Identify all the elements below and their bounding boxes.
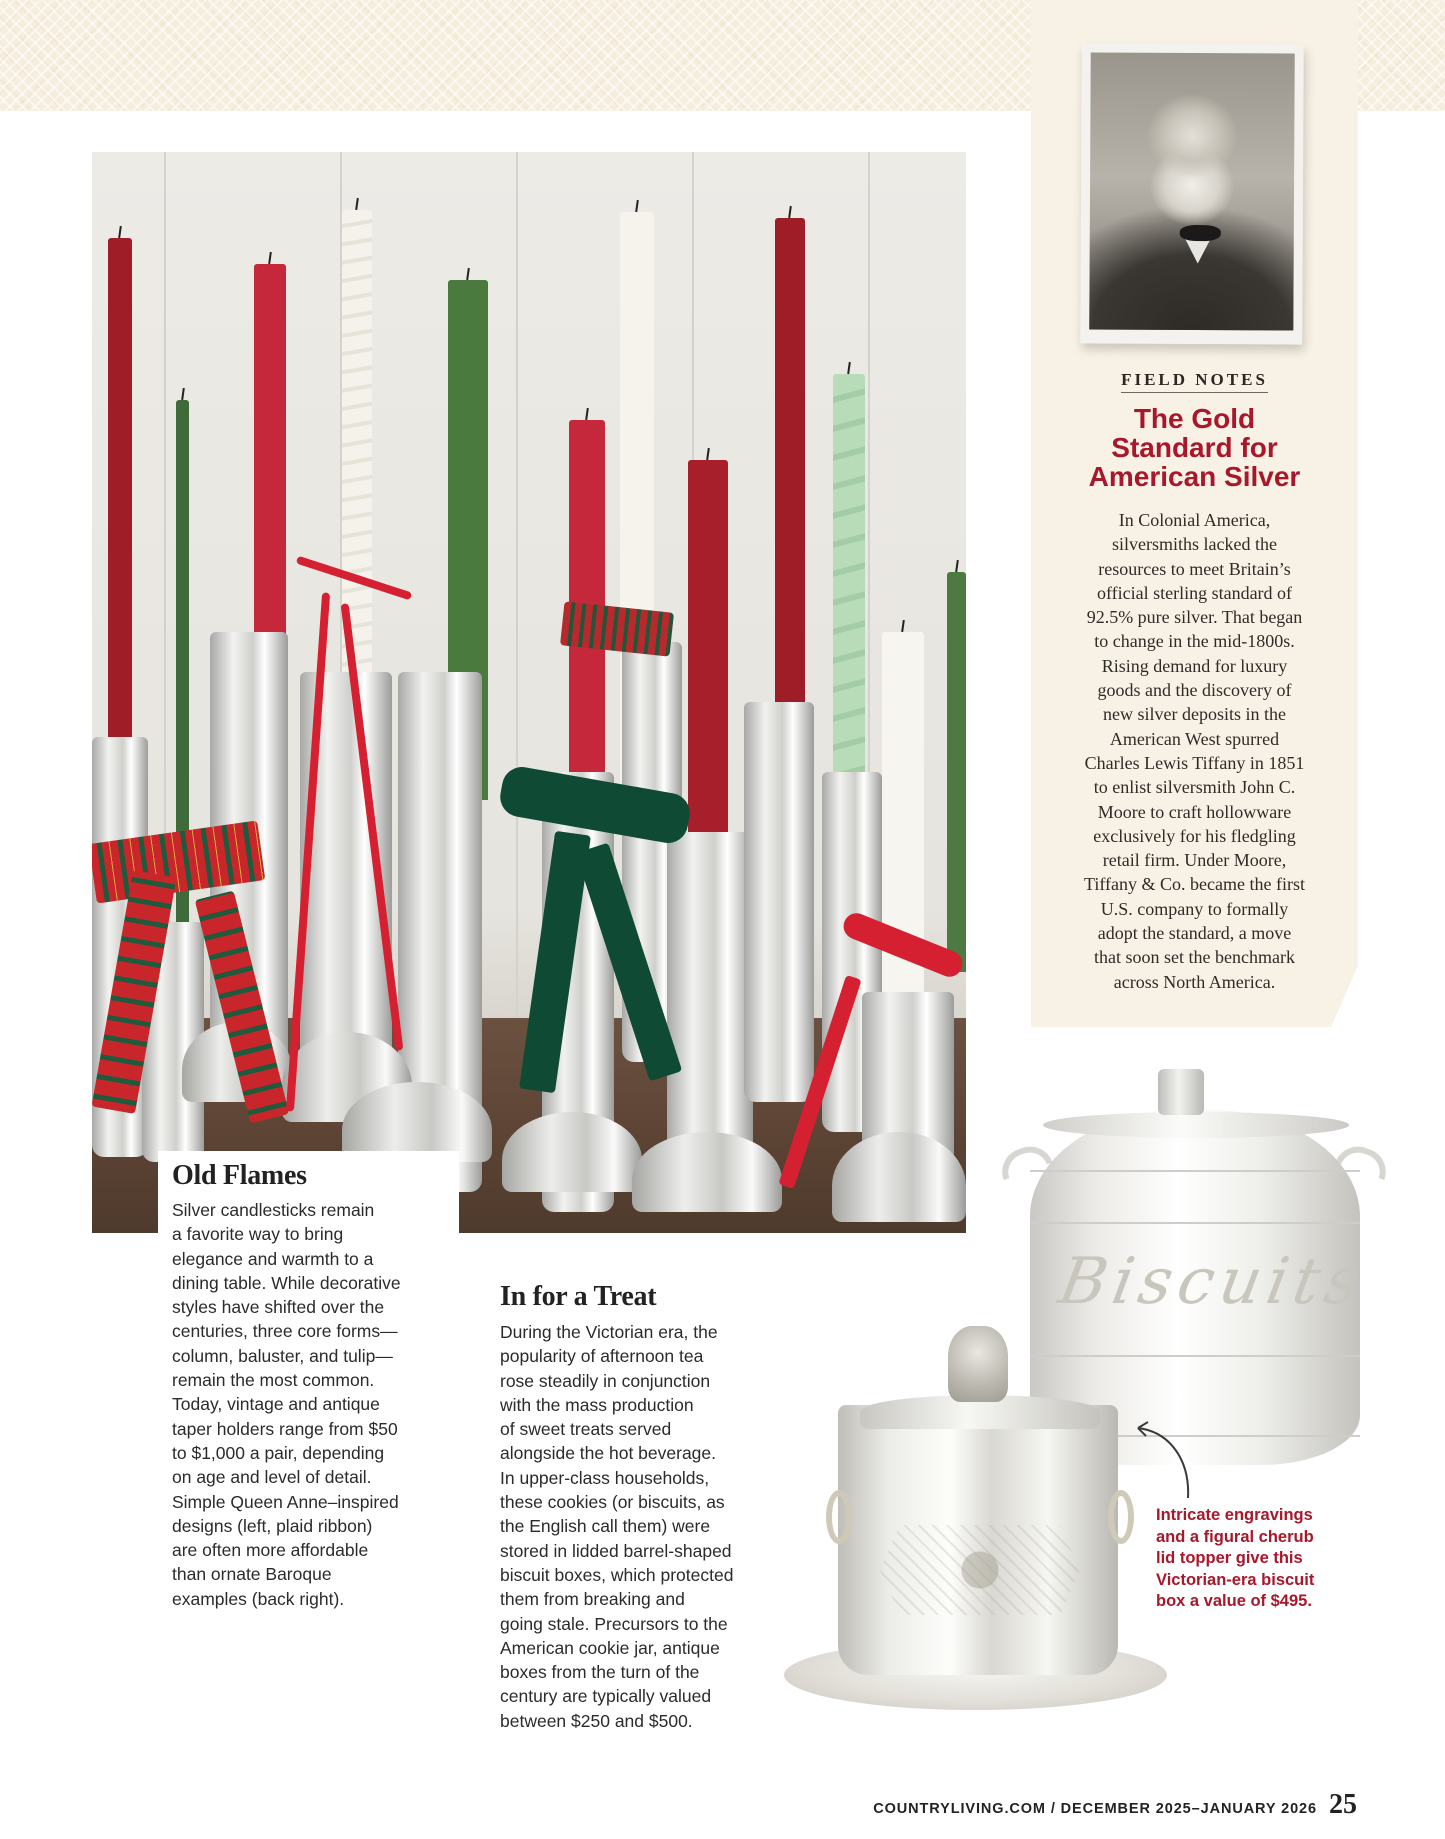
barrel-band <box>1030 1222 1360 1224</box>
body-line: rose steadily in conjunction <box>500 1370 711 1391</box>
sidebar-body-line: goods and the discovery of <box>1097 680 1292 701</box>
body-line: between $250 and $500. <box>500 1710 693 1731</box>
portrait-image <box>1089 52 1294 330</box>
engraved-pattern <box>880 1525 1080 1615</box>
biscuit-box-callout <box>1156 1505 1356 1613</box>
body-line: During the Victorian era, the <box>500 1322 718 1342</box>
sidebar-title <box>1031 404 1358 491</box>
sidebar-body-line: new silver deposits in the <box>1103 704 1286 725</box>
body-line: In upper-class households, <box>500 1467 710 1488</box>
sidebar-body-line: official sterling standard of <box>1096 582 1293 603</box>
ring-handle-left <box>826 1490 852 1544</box>
body-line: American cookie jar, antique <box>500 1637 720 1658</box>
body-line: taper holders range from $50 <box>172 1418 398 1439</box>
candle-green-thin <box>176 400 189 980</box>
portrait-bowtie <box>1180 225 1221 242</box>
sidebar-body-line: American West spurred <box>1109 728 1280 749</box>
in-for-a-treat-title: In for a Treat <box>500 1281 657 1312</box>
body-line: Simple Queen Anne–inspired <box>172 1491 399 1512</box>
portrait-photo-frame <box>1080 43 1304 344</box>
body-line: stored in lidded barrel-shaped <box>500 1540 732 1561</box>
sidebar-body-line: Tiffany & Co. became the first <box>1084 874 1305 895</box>
body-line: remain the most common. <box>172 1370 375 1391</box>
body-line: elegance and warmth to a <box>172 1248 374 1269</box>
sidebar-body-line: In Colonial America, <box>1118 510 1271 530</box>
barrel-band <box>1030 1170 1360 1172</box>
sidebar-body-line: adopt the standard, a move <box>1097 923 1292 944</box>
candlesticks-photo <box>92 152 966 1233</box>
body-line: Today, vintage and antique <box>172 1394 380 1415</box>
curved-arrow-icon <box>1130 1420 1210 1500</box>
sidebar-body-line: that soon set the benchmark <box>1094 947 1295 968</box>
body-line: boxes from the turn of the <box>500 1662 700 1683</box>
body-line: a favorite way to bring <box>172 1224 344 1245</box>
sidebar-kicker-text: FIELD NOTES <box>1121 370 1268 393</box>
body-line: styles have shifted over the <box>172 1297 385 1318</box>
body-line: with the mass production <box>500 1394 694 1415</box>
barrel-band <box>1030 1355 1360 1357</box>
candle-red <box>108 238 132 778</box>
candlestick-ornate <box>744 702 814 1102</box>
sidebar-title-line: Standard for <box>1111 432 1278 463</box>
page-footer <box>873 1789 1357 1821</box>
body-line: than ornate Baroque <box>172 1564 332 1585</box>
body-line: Silver candlesticks remain <box>172 1200 375 1220</box>
sidebar-body-line: exclusively for his fledgling <box>1093 825 1296 846</box>
barrel-engraving: Biscuits <box>1053 1245 1371 1319</box>
body-line: on age and level of detail. <box>172 1467 372 1488</box>
sidebar-body-line: to change in the mid-1800s. <box>1094 631 1295 652</box>
barrel-knob <box>1158 1069 1204 1115</box>
in-for-a-treat-body <box>500 1320 790 1733</box>
sidebar-body-line: Moore to craft hollowware <box>1097 801 1292 822</box>
sidebar-body-line: retail firm. Under Moore, <box>1102 850 1287 871</box>
callout-line: box a value of $495. <box>1156 1592 1312 1610</box>
sidebar-body-line: to enlist silversmith John C. <box>1093 777 1296 798</box>
callout-line: Intricate engravings <box>1156 1506 1313 1524</box>
callout-line: lid topper give this <box>1156 1549 1303 1567</box>
sidebar-body-line: Charles Lewis Tiffany in 1851 <box>1084 752 1305 773</box>
body-line: century are typically valued <box>500 1686 712 1707</box>
old-flames-title: Old Flames <box>172 1160 307 1191</box>
sidebar-body-line: across North America. <box>1113 971 1276 992</box>
cherub-lid-topper <box>948 1326 1008 1402</box>
body-line: alongside the hot beverage. <box>500 1443 716 1464</box>
body-line: them from breaking and <box>500 1589 685 1610</box>
old-flames-body <box>172 1198 462 1611</box>
body-line: to $1,000 a pair, depending <box>172 1442 385 1463</box>
sidebar-body-line: silversmiths lacked the <box>1112 534 1277 555</box>
body-line: examples (back right). <box>172 1588 345 1609</box>
sidebar-body <box>1046 508 1343 994</box>
sidebar-body-line: resources to meet Britain’s <box>1098 558 1291 579</box>
barrel-lid <box>1043 1112 1349 1138</box>
sidebar-body-line: 92.5% pure silver. That began <box>1086 607 1303 628</box>
sidebar-body-line: U.S. company to formally <box>1100 898 1289 919</box>
body-line: column, baluster, and tulip— <box>172 1345 393 1366</box>
page-number: 25 <box>1329 1789 1357 1820</box>
body-line: centuries, three core forms— <box>172 1321 398 1342</box>
candle-green-edge <box>947 572 966 972</box>
body-line: these cookies (or biscuits, as <box>500 1492 725 1513</box>
body-line: popularity of afternoon tea <box>500 1346 704 1367</box>
callout-line: Victorian-era biscuit <box>1156 1570 1315 1589</box>
sidebar-body-line: Rising demand for luxury <box>1101 655 1288 676</box>
body-line: of sweet treats served <box>500 1419 672 1440</box>
body-line: designs (left, plaid ribbon) <box>172 1515 373 1536</box>
body-line: biscuit boxes, which protected <box>500 1564 734 1585</box>
body-line: dining table. While decorative <box>172 1272 401 1293</box>
sidebar-title-line: The Gold <box>1133 403 1256 434</box>
callout-line: and a figural cherub <box>1156 1527 1314 1546</box>
footer-text: COUNTRYLIVING.COM / DECEMBER 2025–JANUARY 2026 <box>873 1801 1317 1817</box>
sidebar-title-line: American Silver <box>1088 461 1301 492</box>
candle-red-tall <box>775 218 805 778</box>
sidebar-kicker <box>1031 370 1358 393</box>
body-line: are often more affordable <box>172 1540 369 1561</box>
body-line: the English call them) were <box>500 1516 711 1537</box>
body-line: going stale. Precursors to the <box>500 1613 728 1634</box>
